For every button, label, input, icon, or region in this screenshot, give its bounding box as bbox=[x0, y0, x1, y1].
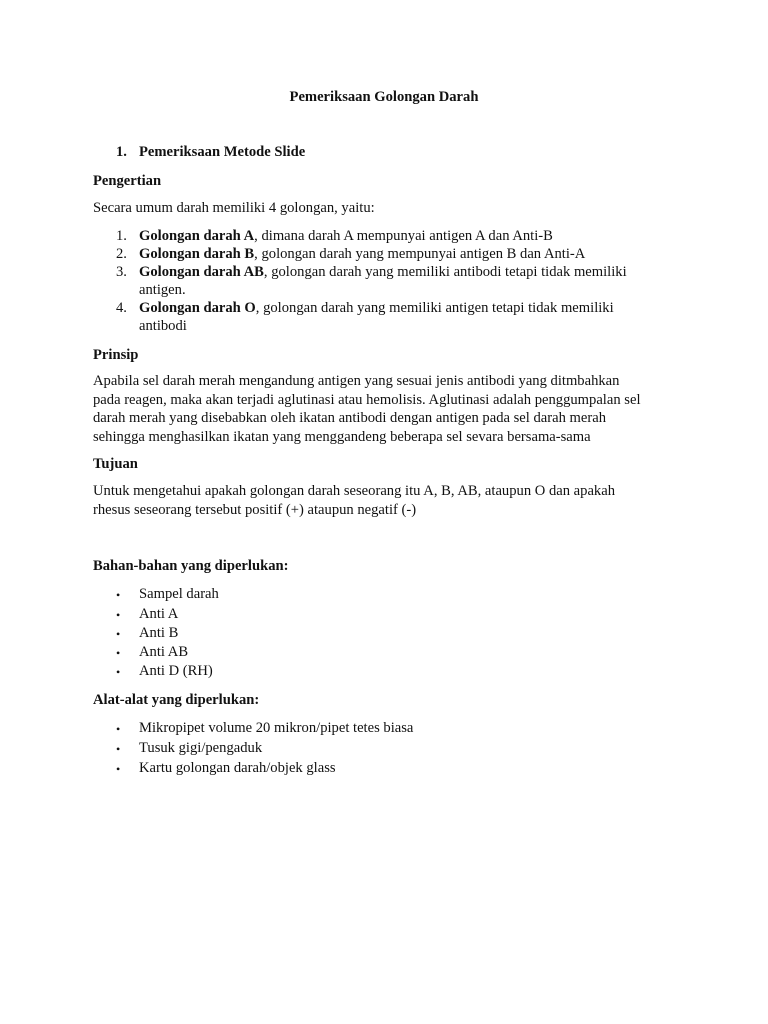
paragraph-line: pada reagen, maka akan terjadi aglutinasi atau hemolisis. Aglutinasi adalah penggumpalan sel bbox=[93, 391, 641, 408]
pengertian-heading: Pengertian bbox=[93, 173, 162, 189]
list-item-bold: Golongan darah B bbox=[139, 246, 255, 262]
list-number: 2. bbox=[116, 246, 127, 262]
section-number: 1. bbox=[116, 144, 127, 160]
bahan-item: Anti D (RH) bbox=[139, 663, 213, 679]
bullet-icon: • bbox=[116, 588, 121, 602]
list-item-text: , golongan darah yang memiliki antibodi tetapi tidak memiliki bbox=[263, 264, 627, 280]
list-item bbox=[139, 263, 627, 281]
alat-item: Mikropipet volume 20 mikron/pipet tetes biasa bbox=[139, 720, 414, 736]
list-item-continuation: antigen. bbox=[139, 282, 186, 298]
paragraph-line: sehingga menghasilkan ikatan yang menggandeng beberapa sel sevara bersama-sama bbox=[93, 428, 591, 445]
bahan-item: Anti A bbox=[139, 606, 179, 622]
list-item-continuation: antibodi bbox=[139, 318, 187, 334]
bullet-icon: • bbox=[116, 646, 121, 660]
list-item-text: , golongan darah yang mempunyai antigen B dan Anti-A bbox=[254, 246, 586, 262]
prinsip-paragraph bbox=[93, 372, 693, 446]
list-item-bold: Golongan darah O bbox=[139, 300, 256, 316]
tujuan-paragraph bbox=[93, 482, 693, 520]
bullet-icon: • bbox=[116, 722, 121, 736]
bullet-icon: • bbox=[116, 665, 121, 679]
list-item-text: , golongan darah yang memiliki antigen tetapi tidak memiliki bbox=[255, 300, 614, 316]
tujuan-heading: Tujuan bbox=[93, 456, 138, 472]
list-item-bold: Golongan darah AB bbox=[139, 264, 264, 280]
bahan-heading: Bahan-bahan yang diperlukan: bbox=[93, 558, 289, 574]
list-number: 4. bbox=[116, 300, 127, 316]
alat-item: Kartu golongan darah/objek glass bbox=[139, 760, 336, 776]
alat-heading: Alat-alat yang diperlukan: bbox=[93, 692, 260, 708]
bahan-item: Sampel darah bbox=[139, 586, 219, 602]
paragraph-line: Untuk mengetahui apakah golongan darah seseorang itu A, B, AB, ataupun O dan apakah bbox=[93, 483, 615, 499]
prinsip-heading: Prinsip bbox=[93, 347, 139, 363]
paragraph-line: rhesus seseorang tersebut positif (+) ataupun negatif (-) bbox=[93, 502, 417, 518]
bahan-item: Anti AB bbox=[139, 644, 189, 660]
alat-item: Tusuk gigi/pengaduk bbox=[139, 740, 263, 756]
section-heading: Pemeriksaan Metode Slide bbox=[139, 144, 306, 160]
bullet-icon: • bbox=[116, 762, 121, 776]
document-title: Pemeriksaan Golongan Darah bbox=[289, 89, 479, 105]
list-item-bold: Golongan darah A bbox=[139, 228, 255, 244]
bullet-icon: • bbox=[116, 627, 121, 641]
list-item-text: , dimana darah A mempunyai antigen A dan Anti-B bbox=[254, 228, 553, 244]
paragraph-line: darah merah yang disebabkan oleh ikatan antibodi dengan antigen pada sel darah merah bbox=[93, 410, 607, 426]
list-item bbox=[139, 299, 614, 317]
list-number: 3. bbox=[116, 264, 127, 280]
paragraph-line: Apabila sel darah merah mengandung antigen yang sesuai jenis antibodi yang ditmbahkan bbox=[93, 373, 620, 389]
bullet-icon: • bbox=[116, 608, 121, 622]
pengertian-intro: Secara umum darah memiliki 4 golongan, yaitu: bbox=[93, 200, 375, 216]
list-item bbox=[139, 227, 553, 245]
bahan-item: Anti B bbox=[139, 625, 179, 641]
list-item bbox=[139, 245, 585, 263]
bullet-icon: • bbox=[116, 742, 121, 756]
list-number: 1. bbox=[116, 228, 127, 244]
